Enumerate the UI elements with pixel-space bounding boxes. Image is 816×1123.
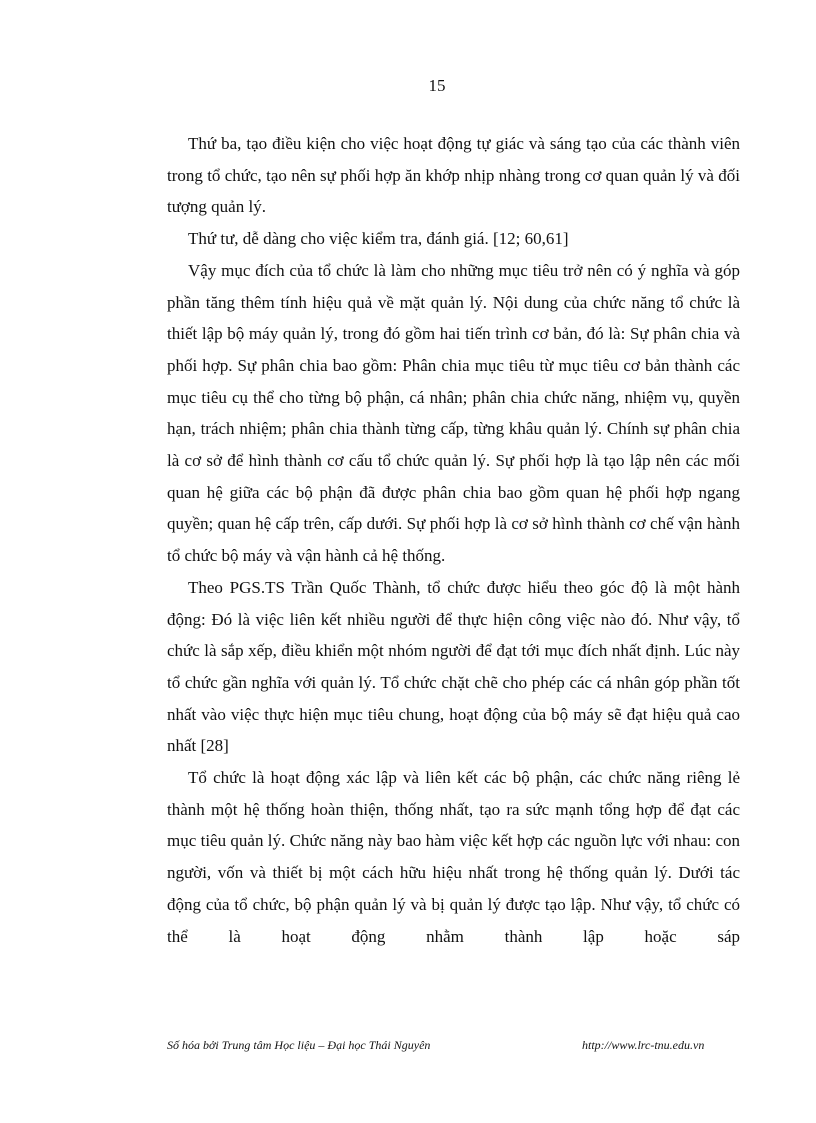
paragraph-2: Thứ tư, dễ dàng cho việc kiểm tra, đánh giá. [12; 60,61] bbox=[188, 229, 569, 249]
paragraph-4: Theo PGS.TS Trần Quốc Thành, tổ chức được hiểu theo góc độ là một hành động: Đó là việc liên kết nhiều người để thực hiện công việc nào đó. Như vậy, tổ chức là sắp xếp, điều khiển một nhóm người để đạt tới mục đích nhất định. Lúc này tổ chức gần nghĩa với quản lý. Tổ chức chặt chẽ cho phép các cá nhân góp phần tốt nhất vào việc thực hiện mục tiêu chung, hoạt động của bộ máy sẽ đạt hiệu quả cao nhất [28] bbox=[167, 577, 740, 756]
body-text bbox=[167, 128, 740, 952]
footer-source-text: Số hóa bởi Trung tâm Học liệu – Đại học Thái Nguyên bbox=[167, 1038, 431, 1052]
paragraph-3: Vậy mục đích của tổ chức là làm cho những mục tiêu trở nên có ý nghĩa và góp phần tăng thêm tính hiệu quả về mặt quản lý. Nội dung của chức năng tổ chức là thiết lập bộ máy quản lý, trong đó gồm hai tiến trình cơ bản, đó là: Sự phân chia và phối hợp. Sự phân chia bao gồm: Phân chia mục tiêu từ mục tiêu cơ bản thành các mục tiêu cụ thể cho từng bộ phận, cá nhân; phân chia chức năng, nhiệm vụ, quyền hạn, trách nhiệm; phân chia thành từng cấp, từng khâu quản lý. Chính sự phân chia là cơ sở để hình thành cơ cấu tổ chức quản lý. Sự phối hợp là tạo lập nên các mối quan hệ giữa các bộ phận đã được phân chia bao gồm quan hệ phối hợp ngang quyền; quan hệ cấp trên, cấp dưới. Sự phối hợp là cơ sở hình thành cơ chế vận hành tổ chức bộ máy và vận hành cả hệ thống. bbox=[167, 260, 740, 566]
paragraph-1: Thứ ba, tạo điều kiện cho việc hoạt động tự giác và sáng tạo của các thành viên trong tổ chức, tạo nên sự phối hợp ăn khớp nhịp nhàng trong cơ quan quản lý và đối tượng quản lý. bbox=[167, 134, 740, 217]
page-number: 15 bbox=[428, 76, 446, 95]
paragraph-5: Tổ chức là hoạt động xác lập và liên kết các bộ phận, các chức năng riêng lẻ thành một hệ thống hoàn thiện, thống nhất, tạo ra sức mạnh tổng hợp để đạt các mục tiêu quản lý. Chức năng này bao hàm việc kết hợp các nguồn lực với nhau: con người, vốn và thiết bị một cách hữu hiệu nhất trong hệ thống quản lý. Dưới tác động của tổ chức, bộ phận quản lý và bị quản lý được tạo lập. Như vậy, tổ chức có thể là hoạt động nhằm thành lập hoặc sáp bbox=[167, 768, 740, 946]
footer-url-link[interactable]: http://www.lrc-tnu.edu.vn bbox=[582, 1038, 705, 1052]
